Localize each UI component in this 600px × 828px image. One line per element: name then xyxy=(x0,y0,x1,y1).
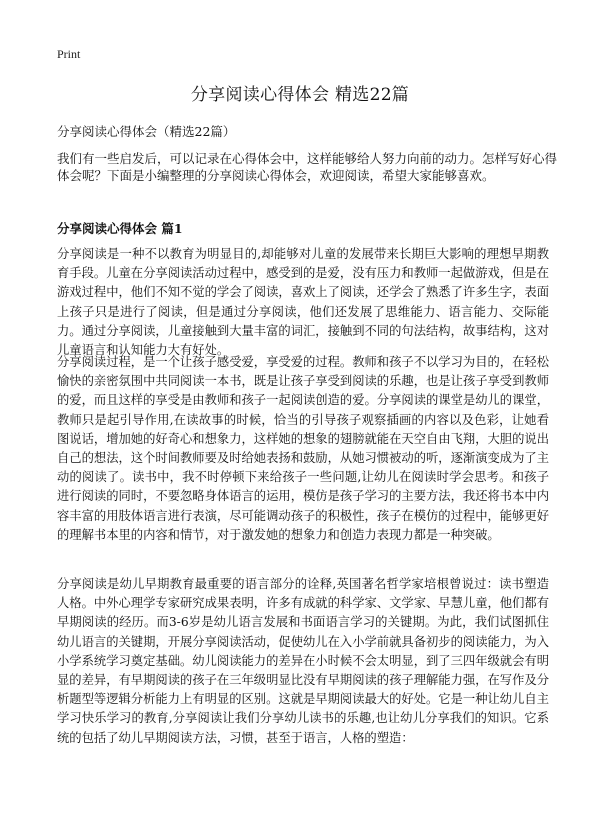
print-link[interactable]: Print xyxy=(57,47,81,61)
intro-paragraph: 我们有一些启发后，可以记录在心得体会中，这样能够给人努力向前的动力。怎样写好心得体会呢？下面是小编整理的分享阅读心得体会，欢迎阅读，希望大家能够喜欢。 xyxy=(57,151,558,183)
body-paragraph: 分享阅读过程，是一个让孩子感受爱，享受爱的过程。教师和孩子不以学习为目的，在轻松愉快的亲密氛围中共同阅读一本书，既是让孩子享受到阅读的乐趣，也是让孩子享受到教师的爱，而且这样的享受是由教师和孩子一起阅读创造的爱。分享阅读的课堂是幼儿的课堂，教师只是起引导作用,在读故事的时候，恰当的引导孩子观察插画的内容以及色彩，让她看图说话，增加她的好奇心和想象力，这样她的想象的翅膀就能在天空自由飞翔，大胆的说出自己的想法，这个时间教师要及时给她表扬和鼓励，从她习惯被动的听，逐渐演变成为了主动的阅读了。读书中，我不时停顿下来给孩子一些问题,让幼儿在阅读时学会思考。和孩子进行阅读的同时，不要忽略身体语言的运用，模仿是孩子学习的主要方法，我还将书本中内容丰富的用肢体语言进行表演，尽可能调动孩子的积极性，孩子在模仿的过程中，能够更好的理解书本里的内容和情节，对于激发她的想象力和创造力表现力都是一种突破。 xyxy=(57,355,549,542)
page-title: 分享阅读心得体会 精选22篇 xyxy=(190,85,410,105)
body-paragraph: 分享阅读是幼儿早期教育最重要的语言部分的诠释,英国著名哲学家培根曾说过：读书塑造人格。中外心理学专家研究成果表明，许多有成就的科学家、文学家、早慧儿童，他们都有早期阅读的经历。而3-6岁是幼儿语言发展和书面语言学习的关键期。为此，我们试图抓住幼儿语言的关键期，开展分享阅读活动，促使幼儿在入小学前就具备初步的阅读能力，为入小学系统学习奠定基础。幼儿阅读能力的差异在小时候不会太明显，到了三四年级就会有明显的差异，有早期阅读的孩子在三年级明显比没有早期阅读的孩子理解能力强，在写作及分析题型等逻辑分析能力上有明显的区别。这就是早期阅读最大的好处。它是一种让幼儿自主学习快乐学习的教育,分享阅读让我们分享幼儿读书的乐趣,也让幼儿分享我们的知识。它系统的包括了幼儿早期阅读方法，习惯，甚至于语言，人格的塑造： xyxy=(57,577,549,745)
body-paragraph: 分享阅读是一种不以教育为明显目的,却能够对儿童的发展带来长期巨大影响的理想早期教育手段。儿童在分享阅读活动过程中，感受到的是爱，没有压力和教师一起做游戏，但是在游戏过程中，他们不知不觉的学会了阅读，喜欢上了阅读，还学会了熟悉了许多生字，表面上孩子只是进行了阅读，但是通过分享阅读，他们还发展了思维能力、语言能力、交际能力。通过分享阅读，儿童接触到大量丰富的词汇，接触到不同的句法结构，故事结构，这对儿童语言和认知能力大有好处。 xyxy=(57,247,549,358)
section-heading: 分享阅读心得体会 篇1 xyxy=(57,221,183,236)
document-subtitle: 分享阅读心得体会（精选22篇） xyxy=(57,124,236,139)
